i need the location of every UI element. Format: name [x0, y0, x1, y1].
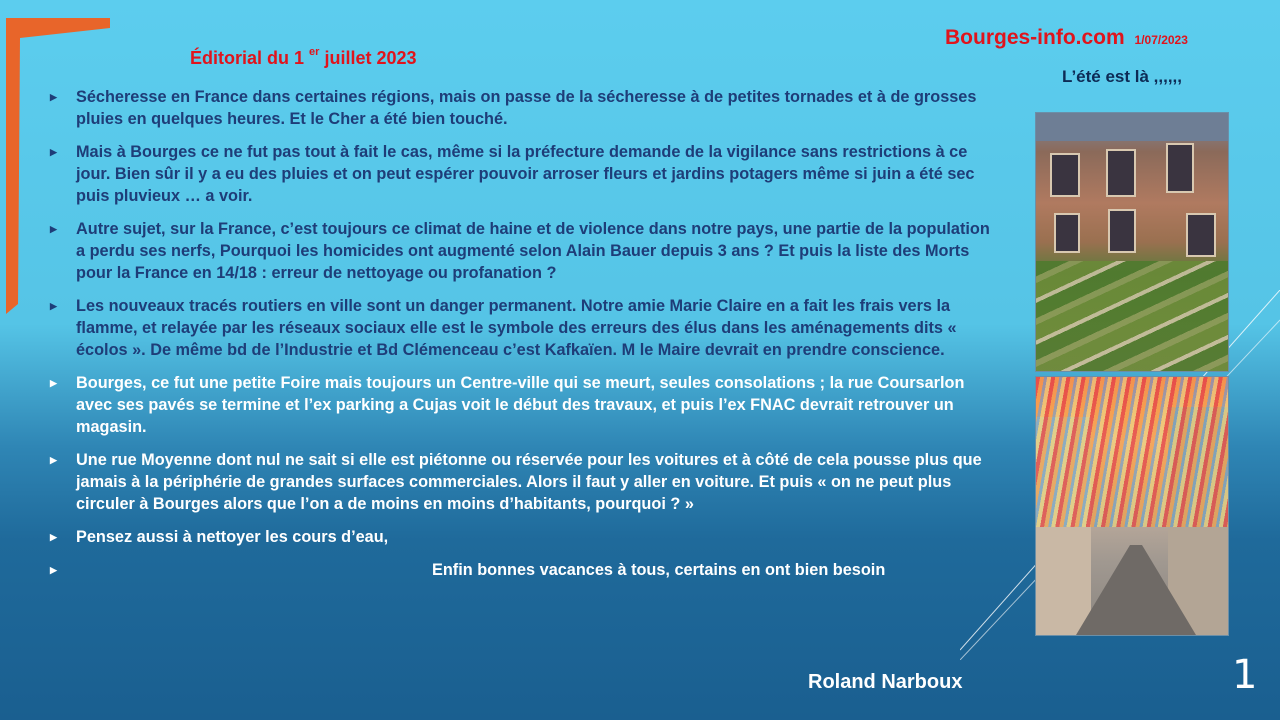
photo-courtyard-garden — [1035, 112, 1229, 372]
closing-text: Enfin bonnes vacances à tous, certains en ont bien besoin — [432, 561, 886, 579]
subtitle: L’été est là ,,,,,, — [1062, 67, 1182, 86]
triangle-bullet-icon: ▶ — [50, 565, 57, 575]
list-item — [48, 218, 998, 284]
list-item — [48, 295, 998, 361]
list-item — [48, 526, 998, 548]
list-item — [48, 449, 998, 515]
list-item — [48, 86, 998, 130]
triangle-bullet-icon: ▶ — [50, 147, 57, 157]
header-date: 1/07/2023 — [1134, 33, 1188, 47]
page-number: 1 — [1232, 652, 1258, 698]
list-item-text: Mais à Bourges ce ne fut pas tout à fait le cas, même si la préfecture demande de la vigilance sans restrictions à ce jour. Bien sûr il y a eu des pluies et on peut espérer pouvoir arroser fleurs et jardins potagers même si juin a été sec puis pluvieux … a voir. — [76, 143, 975, 205]
title-prefix: Éditorial du 1 — [190, 48, 305, 68]
triangle-bullet-icon: ▶ — [50, 378, 57, 388]
list-item — [48, 372, 998, 438]
photo-street-streamers — [1035, 376, 1229, 636]
list-item-text: Sécheresse en France dans certaines régions, mais on passe de la sécheresse à de petites tornades et à de grosses pluies en quelques heures. Et le Cher a été bien touché. — [76, 88, 977, 128]
triangle-bullet-icon: ▶ — [50, 301, 57, 311]
site-header — [945, 26, 1188, 50]
list-item-text: Bourges, ce fut une petite Foire mais toujours un Centre-ville qui se meurt, seules consolations ; la rue Coursarlon avec ses pavés se termine et l’ex parking a Cujas voit le début des travaux, et puis l’ex FNAC devrait retrouver un magasin. — [76, 374, 965, 436]
author-signature: Roland Narboux — [808, 671, 963, 693]
title-suffix: juillet 2023 — [324, 48, 417, 68]
list-item — [48, 141, 998, 207]
triangle-bullet-icon: ▶ — [50, 224, 57, 234]
site-name: Bourges-info.com — [945, 26, 1125, 49]
triangle-bullet-icon: ▶ — [50, 455, 57, 465]
title-superscript: er — [309, 46, 320, 58]
editorial-content — [48, 86, 998, 592]
list-item-text: Pensez aussi à nettoyer les cours d’eau, — [76, 528, 389, 546]
list-item-text: Les nouveaux tracés routiers en ville sont un danger permanent. Notre amie Marie Claire en a fait les frais vers la flamme, et relayée par les réseaux sociaux elle est le symbole des erreurs des élus dans les aménagements dits « écolos ». De même bd de l’Industrie et Bd Clémenceau c’est Kafkaïen. M le Maire devrait en prendre conscience. — [76, 297, 957, 359]
triangle-bullet-icon: ▶ — [50, 532, 57, 542]
list-item-text: Autre sujet, sur la France, c’est toujours ce climat de haine et de violence dans notre pays, une partie de la population a perdu ses nerfs, Pourquoi les homicides ont augmenté selon Alain Bauer depuis 3 ans ? Et puis la liste des Morts pour la France en 14/18 : erreur de nettoyage ou profanation ? — [76, 220, 990, 282]
triangle-bullet-icon: ▶ — [50, 92, 57, 102]
page-title — [190, 48, 417, 69]
list-item-closing — [48, 559, 998, 581]
list-item-text: Une rue Moyenne dont nul ne sait si elle est piétonne ou réservée pour les voitures et à côté de cela pousse plus que jamais à la périphérie de grandes surfaces commerciales. Alors il faut y aller en voiture. Et puis « on ne peut plus circuler à Bourges alors que l’on a de moins en moins d’habitants, pourquoi ? » — [76, 451, 982, 513]
